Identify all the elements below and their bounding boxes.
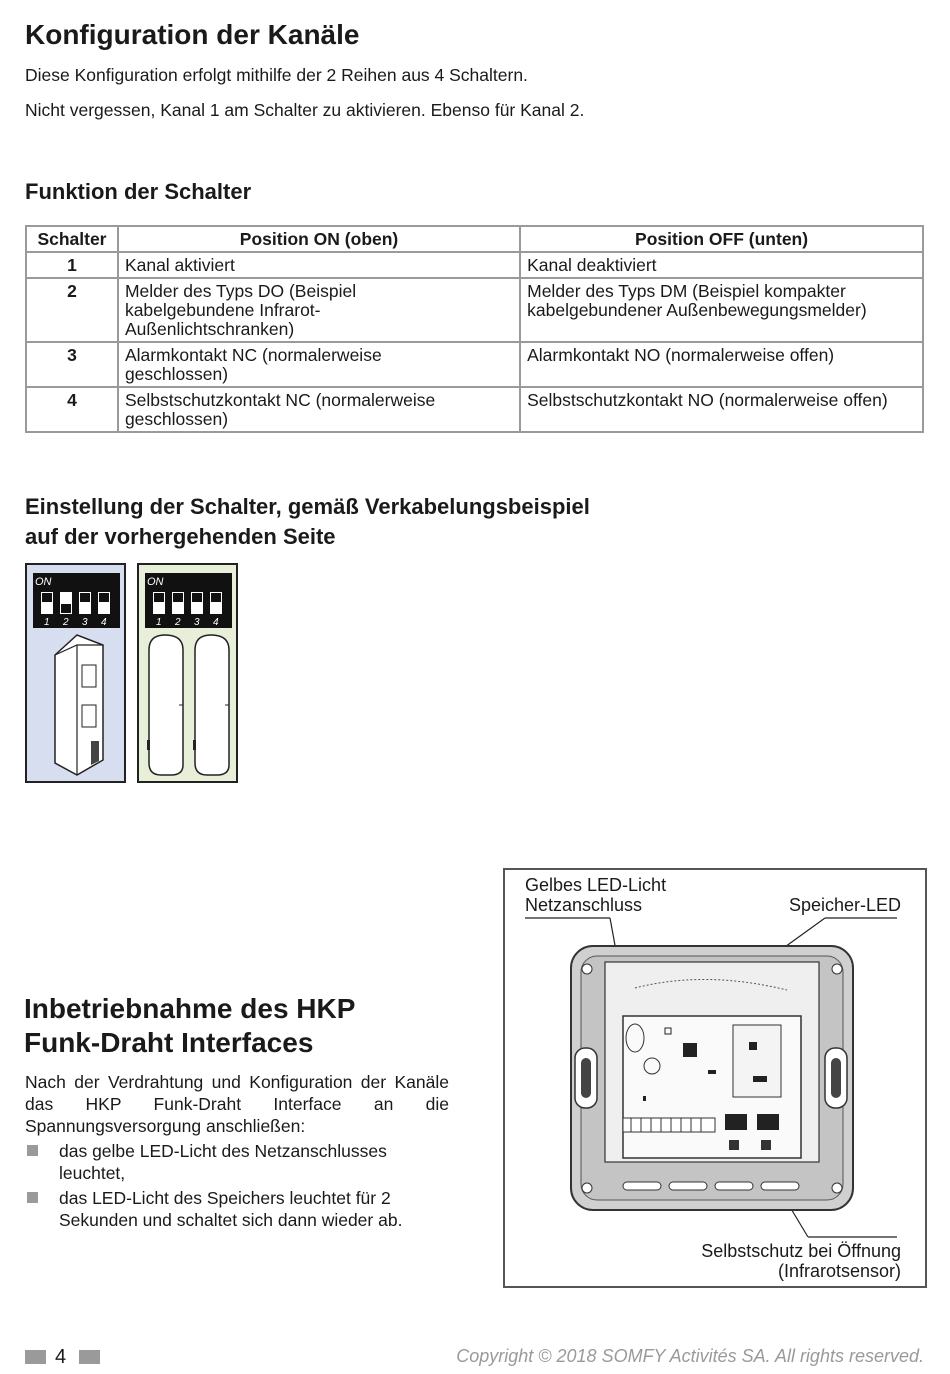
off-description: Alarmkontakt NO (normalerweise offen) xyxy=(520,342,923,387)
svg-text:2: 2 xyxy=(63,617,69,628)
interface-housing-diagram xyxy=(505,870,925,1286)
dip-on-label: ON xyxy=(147,576,164,588)
svg-text:1: 1 xyxy=(156,617,162,628)
switch-number: 4 xyxy=(26,387,118,432)
switch-number: 2 xyxy=(26,278,118,342)
switch-number: 1 xyxy=(26,252,118,278)
dip-switch-diagram-left xyxy=(27,565,124,781)
table-row xyxy=(26,342,923,387)
footer-right-square xyxy=(79,1350,100,1364)
startup-heading xyxy=(24,992,355,1060)
svg-text:4: 4 xyxy=(213,617,219,628)
page-number: 4 xyxy=(55,1346,67,1368)
bullet-square-icon xyxy=(27,1145,38,1156)
bullet-square-icon xyxy=(27,1192,38,1203)
dip-switch-diagram-right xyxy=(139,565,236,781)
dip-on-label: ON xyxy=(35,576,52,588)
svg-text:4: 4 xyxy=(101,617,107,628)
off-description: Kanal deaktiviert xyxy=(520,252,923,278)
label-memory-led: Speicher-LED xyxy=(788,895,901,915)
off-description: Melder des Typs DM (Beispiel kompakter kabelgebundener Außenbewegungsmelder) xyxy=(520,278,923,342)
bullet-text: das gelbe LED-Licht des Netzanschlusses leuchtet, xyxy=(59,1141,387,1183)
label-tamper: Selbstschutz bei Öffnung (Infrarotsensor) xyxy=(701,1241,901,1281)
page-title: Konfiguration der Kanäle xyxy=(25,19,360,50)
off-description: Selbstschutzkontakt NO (normalerweise offen) xyxy=(520,387,923,432)
table-header-row xyxy=(26,226,923,252)
label-yellow-led: Gelbes LED-Licht Netzanschluss xyxy=(525,875,667,915)
setting-heading xyxy=(25,492,590,552)
on-description: Alarmkontakt NC (normalerweise geschlossen) xyxy=(118,342,520,387)
device-figure xyxy=(503,868,927,1288)
list-item xyxy=(25,1140,435,1184)
list-item xyxy=(25,1187,435,1231)
startup-paragraph: Nach der Verdrahtung und Konfiguration der Kanäle das HKP Funk-Draht Interface an die Spannungsversorgung anschließen: xyxy=(25,1072,449,1136)
dip-figure-do-detector xyxy=(25,563,126,783)
svg-text:3: 3 xyxy=(82,617,88,628)
switch-number: 3 xyxy=(26,342,118,387)
header-switch: Schalter xyxy=(26,226,118,252)
on-description: Selbstschutzkontakt NC (normalerweise geschlossen) xyxy=(118,387,520,432)
table-row xyxy=(26,387,923,432)
svg-text:2: 2 xyxy=(175,617,181,628)
intro-paragraph-2: Nicht vergessen, Kanal 1 am Schalter zu aktivieren. Ebenso für Kanal 2. xyxy=(25,100,585,120)
on-description: Melder des Typs DO (Beispiel kabelgebundene Infrarot-Außenlichtschranken) xyxy=(118,278,520,342)
intro-paragraph-1: Diese Konfiguration erfolgt mithilfe der 2 Reihen aus 4 Schaltern. xyxy=(25,65,528,85)
svg-text:1: 1 xyxy=(44,617,50,628)
table-row xyxy=(26,252,923,278)
startup-heading-line2: Funk-Draht Interfaces xyxy=(24,1027,314,1058)
startup-heading-line1: Inbetriebnahme des HKP xyxy=(24,993,356,1024)
setting-heading-line1: Einstellung der Schalter, gemäß Verkabelungsbeispiel xyxy=(25,494,590,519)
switch-function-table xyxy=(25,225,924,433)
function-heading: Funktion der Schalter xyxy=(25,179,252,204)
copyright: Copyright © 2018 SOMFY Activités SA. All rights reserved. xyxy=(456,1346,924,1366)
footer-left-square xyxy=(25,1350,46,1364)
bullet-text: das LED-Licht des Speichers leuchtet für 2 Sekunden und schaltet sich dann wieder ab. xyxy=(59,1188,403,1230)
svg-text:3: 3 xyxy=(194,617,200,628)
on-description: Kanal aktiviert xyxy=(118,252,520,278)
table-row xyxy=(26,278,923,342)
setting-heading-line2: auf der vorhergehenden Seite xyxy=(25,524,336,549)
dip-figure-dm-detector xyxy=(137,563,238,783)
header-on: Position ON (oben) xyxy=(118,226,520,252)
header-off: Position OFF (unten) xyxy=(520,226,923,252)
startup-bullet-list xyxy=(25,1140,435,1231)
